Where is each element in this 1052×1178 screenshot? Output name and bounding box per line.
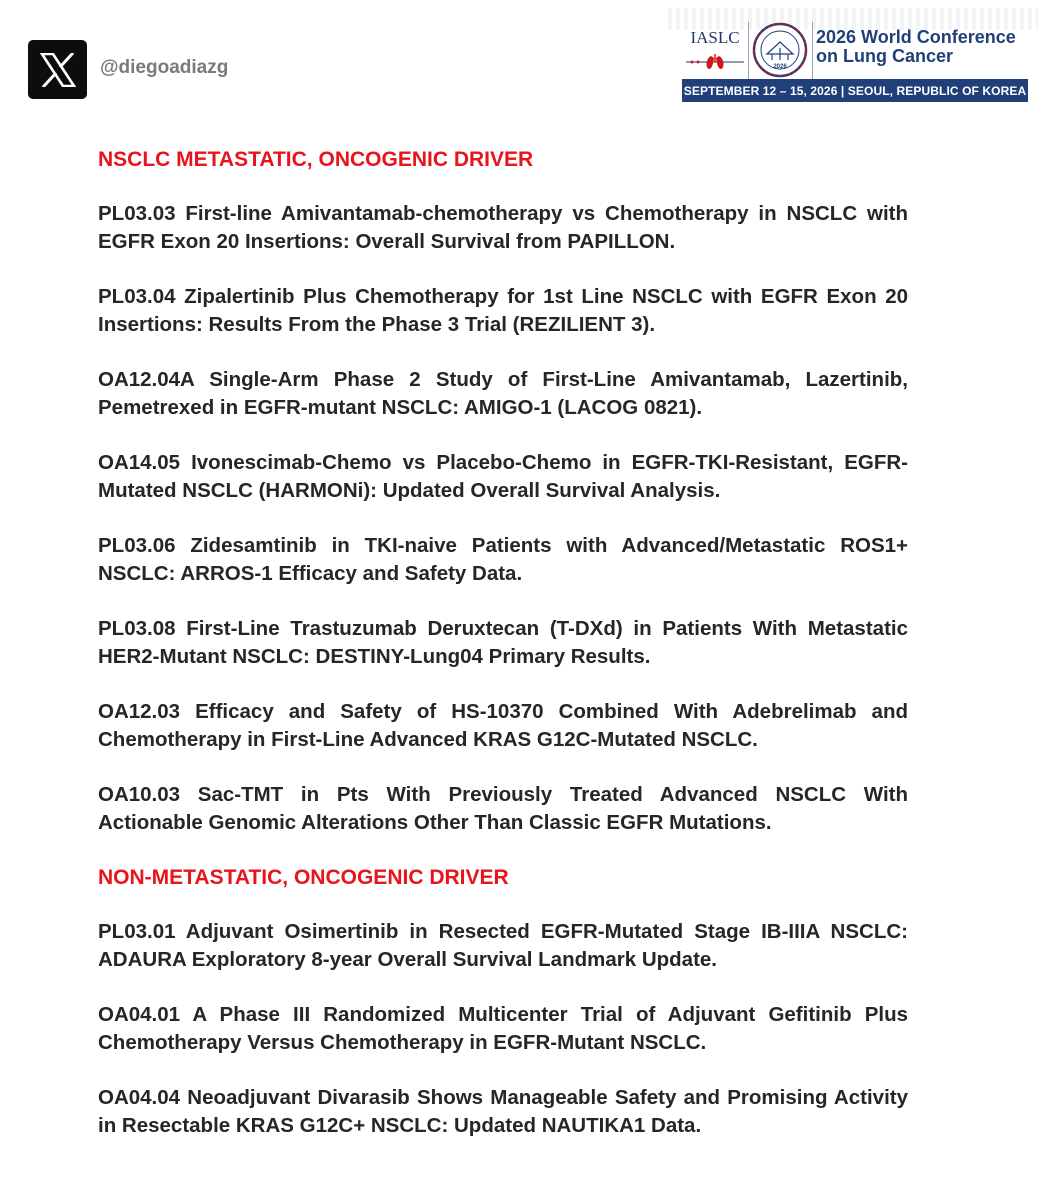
abstract-entry: OA12.04A Single-Arm Phase 2 Study of First-Line Amivantamab, Lazertinib, Pemetrexed in EGFR-mutant NSCLC: AMIGO-1 (LACOG 0821). bbox=[98, 368, 908, 419]
banner-divider bbox=[748, 22, 749, 82]
abstract-entry: OA12.03 Efficacy and Safety of HS-10370 Combined With Adebrelimab and Chemotherapy in First-Line Advanced KRAS G12C-Mutated NSCLC. bbox=[98, 700, 908, 751]
section-heading: NON-METASTATIC, ONCOGENIC DRIVER bbox=[98, 866, 509, 889]
abstract-entry: PL03.01 Adjuvant Osimertinib in Resected EGFR-Mutated Stage IB-IIIA NSCLC: ADAURA Exploratory 8-year Overall Survival Landmark Update. bbox=[98, 920, 908, 971]
iaslc-logo: IASLC bbox=[690, 28, 740, 47]
lungs-icon bbox=[684, 52, 746, 72]
x-logo-icon[interactable] bbox=[28, 40, 87, 99]
conference-title: 2026 World Conference on Lung Cancer bbox=[816, 27, 1016, 66]
conference-banner bbox=[668, 8, 1038, 108]
abstract-entry: OA04.04 Neoadjuvant Divarasib Shows Manageable Safety and Promising Activity in Resectable KRAS G12C+ NSCLC: Updated NAUTIKA1 Data. bbox=[98, 1086, 908, 1137]
abstract-entry: OA14.05 Ivonescimab-Chemo vs Placebo-Chemo in EGFR-TKI-Resistant, EGFR-Mutated NSCLC (HARMONi): Updated Overall Survival Analysis. bbox=[98, 451, 908, 502]
session-list bbox=[98, 146, 908, 1167]
abstract-entry: OA10.03 Sac-TMT in Pts With Previously Treated Advanced NSCLC With Actionable Genomic Alterations Other Than Classic EGFR Mutations. bbox=[98, 783, 908, 834]
banner-divider bbox=[812, 22, 813, 82]
conference-seal-icon bbox=[752, 22, 808, 78]
abstract-entry: PL03.08 First-Line Trastuzumab Deruxtecan (T-DXd) in Patients With Metastatic HER2-Mutant NSCLC: DESTINY-Lung04 Primary Results. bbox=[98, 617, 908, 668]
abstract-entry: PL03.06 Zidesamtinib in TKI-naive Patients with Advanced/Metastatic ROS1+ NSCLC: ARROS-1 Efficacy and Safety Data. bbox=[98, 534, 908, 585]
abstract-entry: OA04.01 A Phase III Randomized Multicenter Trial of Adjuvant Gefitinib Plus Chemotherapy Versus Chemotherapy in EGFR-Mutant NSCLC. bbox=[98, 1003, 908, 1054]
x-logo-glyph bbox=[40, 53, 76, 87]
conference-dates-location: SEPTEMBER 12 – 15, 2026 | SEOUL, REPUBLIC OF KOREA bbox=[682, 79, 1028, 102]
account-handle[interactable]: @diegoadiazg bbox=[100, 57, 229, 78]
abstract-entry: PL03.03 First-line Amivantamab-chemotherapy vs Chemotherapy in NSCLC with EGFR Exon 20 Insertions: Overall Survival from PAPILLON. bbox=[98, 202, 908, 253]
seal-year: 2026 bbox=[773, 64, 787, 70]
section-heading: NSCLC METASTATIC, ONCOGENIC DRIVER bbox=[98, 148, 534, 171]
abstract-entry: PL03.04 Zipalertinib Plus Chemotherapy for 1st Line NSCLC with EGFR Exon 20 Insertions: Results From the Phase 3 Trial (REZILIENT 3). bbox=[98, 285, 908, 336]
